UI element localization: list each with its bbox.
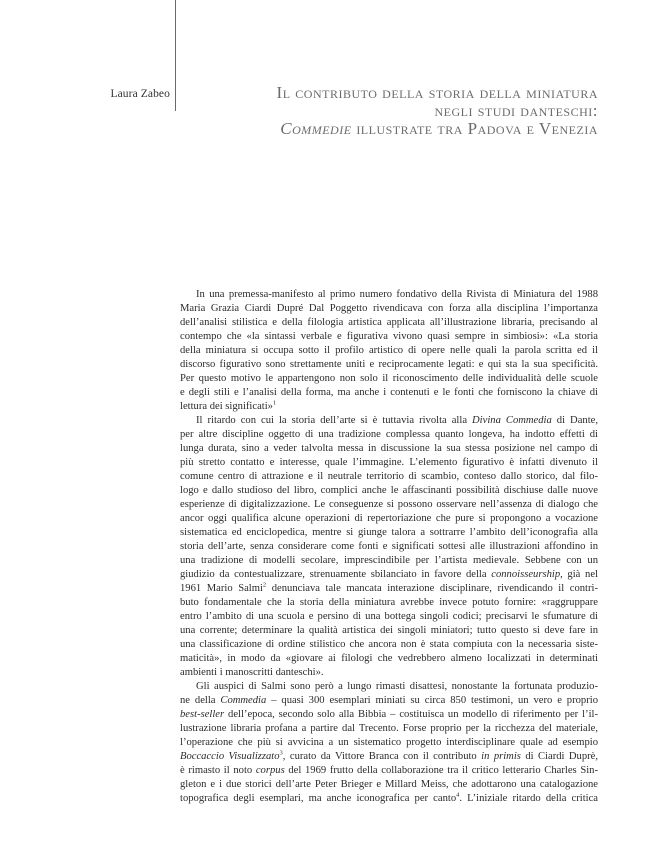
text-line: esperienze di digitalizzazione. Le conseguenze si possono osservare nell’assenza di dialogo che	[180, 499, 598, 510]
text-line: lustrazione libraria profana a partire dal Trecento. Forse proprio per la ricchezza del materiale,	[180, 723, 598, 734]
text-run: giudizio da contestualizzare, strenuamente sbilanciato in favore della	[180, 569, 487, 580]
text-line	[180, 764, 598, 778]
header-divider	[175, 0, 176, 111]
paragraph-2	[180, 414, 598, 680]
italic-term: corpus	[255, 765, 285, 776]
italic-term: in primis	[481, 751, 521, 762]
text-line	[180, 792, 598, 806]
text-line: Per questo motivo le appartengono non solo il riconoscimento delle individualità delle scuole	[180, 373, 598, 384]
text-run: topografica degli esemplari, ma anche iconografica per canto	[180, 793, 457, 804]
text-line	[180, 414, 598, 428]
text-line: maticità», in modo da «giovare ai filologi che vedrebbero almeno localizzati in determinati	[180, 653, 598, 664]
text-line: della miniatura si occupa sotto il profilo artistico di opere nelle quali la parola scritta ed il	[180, 345, 598, 356]
chapter-title	[200, 84, 598, 138]
footnote-ref: 4	[456, 791, 460, 799]
text-line: Gli auspici di Salmi sono però a lungo rimasti disattesi, nonostante la fortunata produzio-	[196, 681, 598, 692]
footnote-ref: 3	[279, 749, 283, 757]
text-line: entro l’ambito di una scuola e persino di una bottega singoli codici; precisarvi le sfumature di	[180, 611, 598, 622]
italic-title: Boccaccio Visualizzato	[180, 751, 280, 762]
text-line: dell’analisi stilistica e della filologia artistica applicata all’illustrazione libraria, precisando al	[180, 317, 598, 328]
italic-term: best-seller	[180, 709, 225, 720]
text-line: comune centro di attrazione e il neutrale territorio di scambio, conteso dallo storico, dal filo-	[180, 471, 598, 482]
title-italic-word: Commedie	[280, 119, 352, 138]
text-run: , curato da Vittore Branca con il contributo	[282, 751, 482, 762]
text-line: una classificazione di ordine stilistico che ancora non è stata compiuta con la necessaria siste-	[180, 639, 598, 650]
title-line-3-rest: illustrate tra Padova e Venezia	[351, 119, 598, 138]
text-run: . L’iniziale ritardo della critica	[459, 793, 598, 804]
running-author: Laura Zabeo	[110, 88, 170, 100]
text-run: del 1969 frutto della collaborazione tra il critico letterario Charles Sin-	[284, 765, 598, 776]
footnote-ref: 2	[262, 581, 267, 589]
italic-title: Commedia	[220, 695, 267, 706]
paragraph-1	[180, 288, 598, 414]
body-text	[180, 288, 598, 806]
text-line: una tradizione di modelli secolare, imprescindibile per l’artista medievale. Sebbene con un	[180, 555, 598, 566]
text-line	[180, 582, 598, 596]
text-line: gleton e i due storici dell’arte Peter Brieger e Millard Meiss, che adottarono una catalogazione	[180, 779, 598, 790]
text-run: – quasi 300 esemplari miniati su circa 850 testimoni, un vero e proprio	[266, 695, 598, 706]
text-run: di Dante,	[551, 415, 598, 426]
paragraph-3	[180, 680, 598, 806]
italic-title: Divina Commedia	[472, 415, 552, 426]
text-line: più stretto contatto e interesse, quale l’immagine. L’elemento figurativo è infatti divenuto il	[180, 457, 598, 468]
text-run: 1961 Mario Salmi	[180, 583, 263, 594]
text-run: Il ritardo con cui la storia dell’arte si è tuttavia rivolta alla	[196, 415, 473, 426]
text-line: sistematica ed enciclopedica, mentre si giunge talora a sottrarre l’ambito dell’iconografia alla	[180, 527, 598, 538]
footnote-ref: 1	[272, 399, 277, 407]
text-line: l’operazione che più si avvicina a un sistematico progetto interdisciplinare quale ad esempio	[180, 737, 598, 748]
text-run: , già nel	[560, 569, 598, 580]
title-line-2: negli studi danteschi:	[434, 101, 598, 120]
text-line	[180, 694, 598, 708]
text-line: per altre discipline oggetto di una tradizione complessa quanto longeva, ha indotto effetti di	[180, 429, 598, 440]
text-run: di Ciardi Duprè,	[520, 751, 598, 762]
text-line: In una premessa-manifesto al primo numero fondativo della Rivista di Miniatura del 1988	[196, 289, 598, 300]
text-line: discorso figurativo sono strettamente uniti e reciprocamente legati: e qui sta la sua specificità.	[180, 359, 598, 370]
text-line: contempo che «la sintassi verbale e figurativa vivono quasi sempre in simbiosi»: «La storia	[180, 331, 598, 342]
text-run: lettura dei significati»	[180, 401, 273, 412]
text-line: logo e dallo studioso del libro, complici anche le affascinanti possibilità dischiuse dalle nuove	[180, 485, 598, 496]
text-line: Maria Grazia Ciardi Dupré Dal Poggetto rivendicava con forza alla disciplina l’importanza	[180, 303, 598, 314]
text-line: lunga durata, sino a veder talvolta messa in discussione la sua stessa posizione nel campo di	[180, 443, 598, 454]
text-line: ambienti i manoscritti danteschi».	[180, 667, 324, 678]
text-run: ne della	[180, 695, 221, 706]
text-line: ancor oggi qualifica alcune operazioni di repertoriazione che pure si propongono a vocazione	[180, 513, 598, 524]
title-line-1: Il contributo della storia della miniatura	[276, 83, 598, 102]
text-run: denunciava tale mancata interazione disciplinare, rivendicando il contri-	[266, 583, 598, 594]
text-line	[180, 750, 598, 764]
text-run: dell’epoca, secondo solo alla Bibbia – costituisca un modello di riferimento per l’il-	[224, 709, 598, 720]
text-line	[180, 708, 598, 722]
title-line-3	[200, 120, 598, 138]
text-line	[180, 568, 598, 582]
text-line: e degli stili e l’analisi della forma, ma anche i contenuti e le fonti che forniscono la chiave di	[180, 387, 598, 398]
text-line: buto fondamentale che la storia della miniatura avrebbe invece potuto fornire: «raggruppare	[180, 597, 598, 608]
text-run: è rimasto il noto	[180, 765, 256, 776]
text-line	[180, 400, 598, 414]
text-line: una corrente; determinare la qualità artistica dei singoli miniatori; tutto questo si deve fare in	[180, 625, 598, 636]
text-line: storia dell’arte, senza considerare come fonti e significati sottesi alle illustrazioni affondino in	[180, 541, 598, 552]
italic-term: connoisseurship	[491, 569, 561, 580]
